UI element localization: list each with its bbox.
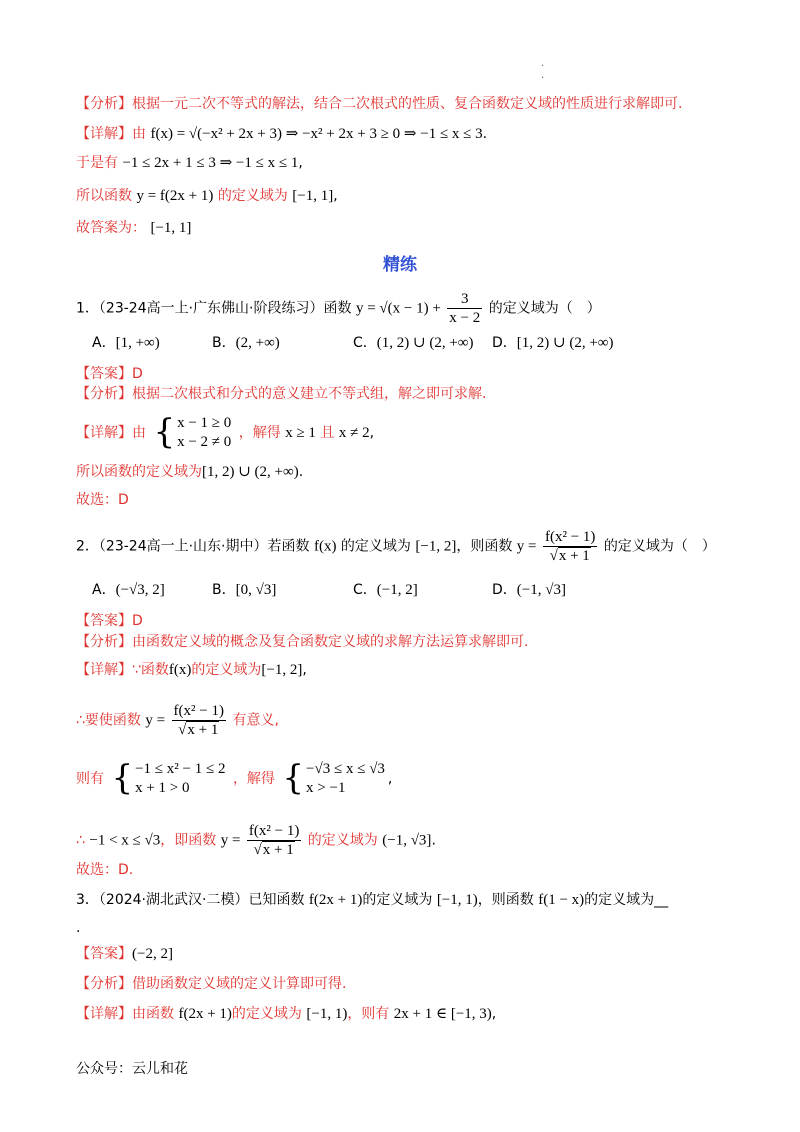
detail-tag: 【详解】 xyxy=(76,126,132,142)
q3-stem-c: ，则函数 xyxy=(477,892,534,908)
analysis-tag: 【分析】 xyxy=(76,976,132,992)
conclusion-text: 所以函数的定义域为 xyxy=(76,464,202,480)
q1-analysis-line xyxy=(76,384,486,404)
q3-dot: . xyxy=(76,920,81,936)
detail-math2: [−1, 2] xyxy=(261,662,303,678)
intro-analysis-line xyxy=(76,94,682,114)
detail-b: 的定义域为 xyxy=(191,662,262,678)
line4-prefix: 故答案为： xyxy=(76,220,146,236)
q2-line-3 xyxy=(76,760,392,798)
answer-tag: 【答案】 xyxy=(76,946,132,962)
q3-stem-math-a: f(2x + 1) xyxy=(308,892,363,908)
q1-detail-line xyxy=(76,414,374,452)
option-letter: C． xyxy=(353,582,377,598)
analysis-tag: 【分析】 xyxy=(76,634,132,650)
option-math: (−1, 2] xyxy=(376,582,418,598)
q2-number: 2． xyxy=(76,538,99,555)
q2-stem-math-a: f(x) xyxy=(313,538,337,555)
detail-math2: x ≠ 2 xyxy=(338,425,370,441)
line3-end: , xyxy=(333,188,338,204)
option-letter: D． xyxy=(492,582,517,598)
q2-stem-c: ，则函数 xyxy=(456,538,513,555)
conclusion-end: . xyxy=(298,464,304,480)
detail-math1: x ≥ 1 xyxy=(285,425,316,441)
option-math: [0, √3] xyxy=(235,582,277,598)
q3-stem-math-c: f(1 − x) xyxy=(538,892,585,908)
q2-stem xyxy=(76,528,716,565)
q2-analysis-line xyxy=(76,632,528,652)
system-row: −1 ≤ x² − 1 ≤ 2 xyxy=(135,761,226,777)
line3-a: 则有 xyxy=(76,771,104,787)
detail-b: 的定义域为 xyxy=(231,1006,302,1022)
q2-answer-line xyxy=(76,611,143,631)
option-letter: A． xyxy=(92,582,116,598)
line2-math: −1 ≤ 2x + 1 ≤ 3 ⇒ −1 ≤ x ≤ 1 xyxy=(122,155,299,171)
detail-a: ∵函数 xyxy=(132,662,169,678)
corner-mark: . xyxy=(541,70,545,81)
option-math: [1, +∞) xyxy=(115,335,160,351)
q3-stem xyxy=(76,890,668,910)
answer-tag: 【答案】 xyxy=(76,613,132,629)
q3-source: （2024·湖北武汉·二模） xyxy=(98,892,249,908)
answer-value: (−2, 2] xyxy=(132,946,173,962)
line3-math2: [−1, 1] xyxy=(292,188,334,204)
line3-prefix: 所以函数 xyxy=(76,188,132,204)
q3-stem-b: 的定义域为 xyxy=(362,892,433,908)
q3-stem-d: 的定义域为 xyxy=(584,892,655,908)
intro-detail-line xyxy=(76,124,487,144)
line2-prefix: 于是有 xyxy=(76,155,118,171)
frac-num: f(x² − 1) xyxy=(248,823,300,839)
q1-stem-math: y = √(x − 1) + xyxy=(355,300,441,317)
line3-b: ，解得 xyxy=(232,771,275,787)
line3-mid: 的定义域为 xyxy=(217,188,288,204)
line2-b: 有意义, xyxy=(232,712,279,729)
detail-tag: 【详解】 xyxy=(76,425,132,441)
line4-math: [−1, 1] xyxy=(150,220,192,236)
system-row: x − 2 ≠ 0 xyxy=(177,434,232,450)
line2-math: y = xyxy=(145,712,166,729)
q3-analysis-line xyxy=(76,974,346,994)
q1-option-a[interactable] xyxy=(92,333,160,353)
q1-answer-line xyxy=(76,364,143,384)
detail-end: , xyxy=(491,1006,497,1022)
q3-stem-a: 已知函数 xyxy=(248,892,305,908)
q1-option-b[interactable] xyxy=(212,333,280,353)
q1-number: 1． xyxy=(76,300,99,317)
detail-prefix: 由 xyxy=(132,126,146,142)
analysis-text: 借助函数定义域的定义计算即可得. xyxy=(132,976,347,992)
detail-end: . xyxy=(482,126,488,142)
line4-a: ∴ xyxy=(76,832,85,849)
option-math: [1, 2) ∪ (2, +∞) xyxy=(516,335,614,351)
system-row: −√3 ≤ x ≤ √3 xyxy=(306,761,385,777)
detail-tag: 【详解】 xyxy=(76,662,132,678)
detail-math: f(x) xyxy=(168,662,192,678)
q2-choose: 故选：D. xyxy=(76,862,134,878)
q3-number: 3． xyxy=(76,892,99,908)
section-title: 精练 xyxy=(383,255,417,275)
answer-tag: 【答案】 xyxy=(76,366,132,382)
q1-conclusion xyxy=(76,462,303,482)
detail-math3: 2x + 1 ∈ [−1, 3) xyxy=(393,1006,492,1022)
line2-a: ∴要使函数 xyxy=(76,712,141,729)
q2-option-d[interactable] xyxy=(492,580,566,600)
detail-tag: 【详解】 xyxy=(76,1006,132,1022)
brace-glyph: { xyxy=(153,412,176,452)
q1-system xyxy=(153,414,231,452)
conclusion-math: [1, 2) ∪ (2, +∞) xyxy=(202,464,299,480)
q2-line4-fraction xyxy=(247,822,301,859)
line3-end: , xyxy=(387,771,393,787)
detail-math: f(2x + 1) xyxy=(178,1006,232,1022)
q2-stem-b: 的定义域为 xyxy=(340,538,411,555)
analysis-tag: 【分析】 xyxy=(76,96,132,112)
analysis-text: 根据二次根式和分式的意义建立不等式组，解之即可求解. xyxy=(132,386,487,402)
sqrt-radicand: x + 1 xyxy=(187,722,219,738)
q2-option-b[interactable] xyxy=(212,580,276,600)
q2-stem-math-b: [−1, 2] xyxy=(415,538,457,555)
option-math: (−√3, 2] xyxy=(115,582,165,598)
frac-num: f(x² − 1) xyxy=(173,703,224,719)
detail-end: , xyxy=(302,662,307,678)
q2-option-a[interactable] xyxy=(92,580,165,600)
q1-stem xyxy=(76,290,601,327)
option-letter: B． xyxy=(212,335,236,351)
analysis-tag: 【分析】 xyxy=(76,386,132,402)
intro-line-2 xyxy=(76,153,303,173)
q3-stem-math-b: [−1, 1) xyxy=(436,892,478,908)
detail-c: 且 xyxy=(320,425,335,441)
q1-frac-den: x − 2 xyxy=(449,310,481,326)
q2-system-b xyxy=(282,760,385,798)
line3-math: y = f(2x + 1) xyxy=(136,188,214,204)
line4-math3: (−1, √3] xyxy=(382,832,432,849)
q1-frac-num: 3 xyxy=(447,290,482,309)
q2-source: （23-24高一上·山东·期中） xyxy=(98,538,268,555)
q2-system-a xyxy=(111,760,225,798)
brace-glyph: { xyxy=(111,758,134,798)
sqrt-radicand: x + 1 xyxy=(558,548,590,564)
answer-value: D xyxy=(132,366,143,382)
detail-a: 由 xyxy=(132,425,146,441)
option-math: (1, 2) ∪ (2, +∞) xyxy=(376,335,474,351)
detail-math2: [−1, 1) xyxy=(306,1006,348,1022)
q2-detail-line xyxy=(76,660,307,680)
answer-blank[interactable]: __ xyxy=(654,892,669,908)
option-letter: D． xyxy=(492,335,517,351)
q2-frac-den: √x + 1 xyxy=(549,548,590,564)
system-row: x > −1 xyxy=(306,780,346,796)
option-letter: B． xyxy=(212,582,236,598)
q2-option-c[interactable] xyxy=(353,580,418,600)
sqrt-radicand: x + 1 xyxy=(262,842,294,858)
option-letter: A． xyxy=(92,335,116,351)
intro-line-3 xyxy=(76,186,338,206)
q2-stem-d: 的定义域为（ ） xyxy=(603,538,716,555)
q1-choose: 故选：D xyxy=(76,492,129,508)
frac-den: √x + 1 xyxy=(178,722,219,738)
q2-stem-math-c: y = xyxy=(516,538,537,555)
brace-glyph: { xyxy=(282,758,305,798)
q2-frac-num: f(x² − 1) xyxy=(544,529,596,545)
q2-line2-fraction xyxy=(172,702,226,739)
line4-c: 的定义域为 xyxy=(307,832,378,849)
q1-source: （23-24高一上·广东佛山·阶段练习） xyxy=(98,300,324,317)
footer-account: 公众号：云儿和花 xyxy=(76,1061,188,1077)
answer-value: D xyxy=(132,613,143,629)
detail-b: ，解得 xyxy=(238,425,281,441)
option-math: (2, +∞) xyxy=(235,335,280,351)
system-row: x + 1 > 0 xyxy=(135,780,190,796)
corner-mark: . xyxy=(541,58,545,69)
detail-c: ，则有 xyxy=(347,1006,390,1022)
analysis-text: 由函数定义域的概念及复合函数定义域的求解方法运算求解即可. xyxy=(132,634,529,650)
detail-end: , xyxy=(369,425,375,441)
line4-math: −1 < x ≤ √3 xyxy=(89,832,161,849)
q2-line-4 xyxy=(76,822,436,859)
line2-end: , xyxy=(298,155,303,171)
line4-math2: y = xyxy=(220,832,241,849)
q2-fraction xyxy=(543,528,597,565)
system-row: x − 1 ≥ 0 xyxy=(177,415,232,431)
detail-a: 由函数 xyxy=(132,1006,174,1022)
option-letter: C． xyxy=(353,335,377,351)
q1-fraction xyxy=(447,290,482,327)
q1-option-c[interactable] xyxy=(353,333,473,353)
q1-option-d[interactable] xyxy=(492,333,613,353)
frac-den: √x + 1 xyxy=(253,842,294,858)
q1-stem-b: 的定义域为（ ） xyxy=(488,300,601,317)
q3-detail-line xyxy=(76,1004,496,1024)
line4-end: . xyxy=(431,832,436,849)
intro-line-4 xyxy=(76,218,191,238)
q3-answer-line xyxy=(76,944,173,964)
q2-line-2 xyxy=(76,702,279,739)
detail-math: f(x) = √(−x² + 2x + 3) ⇒ −x² + 2x + 3 ≥ 0 ⇒ −1 ≤ x ≤ 3 xyxy=(150,126,483,142)
q2-stem-a: 若函数 xyxy=(267,538,310,555)
analysis-text: 根据一元二次不等式的解法，结合二次根式的性质、复合函数定义域的性质进行求解即可. xyxy=(132,96,683,112)
option-math: (−1, √3] xyxy=(516,582,566,598)
line4-b: ，即函数 xyxy=(160,832,217,849)
q1-stem-a: 函数 xyxy=(323,300,352,317)
